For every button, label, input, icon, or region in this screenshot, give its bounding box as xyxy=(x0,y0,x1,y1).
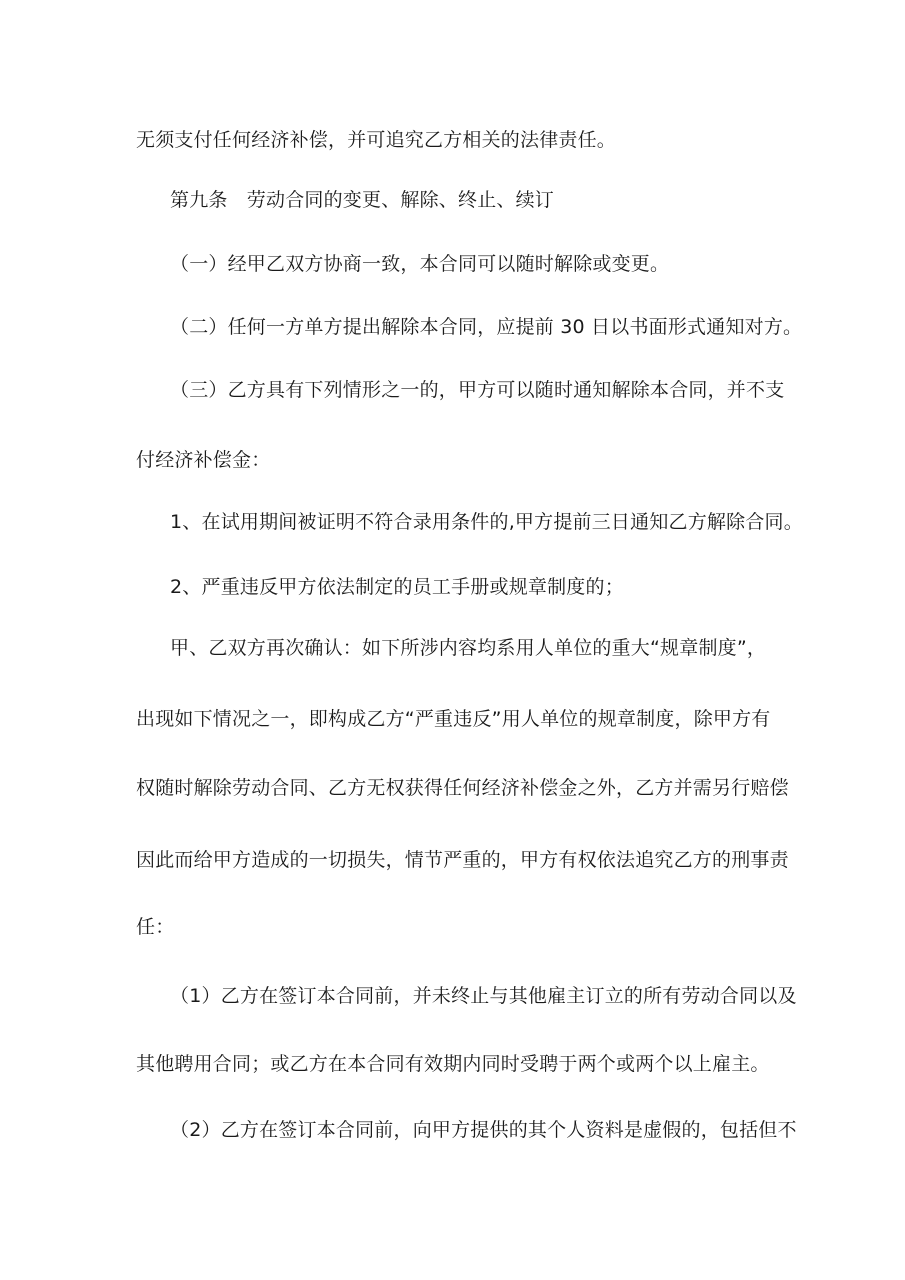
article-9-heading: 第九条 劳动合同的变更、解除、终止、续订 xyxy=(170,189,555,211)
clause-2: （二）任何一方单方提出解除本合同，应提前 30 日以书面形式通知对方。 xyxy=(170,316,803,338)
confirmation-paragraph-line-1: 甲、乙双方再次确认：如下所涉内容均系用人单位的重大“规章制度”， xyxy=(170,637,767,659)
sub-item-1-line-1: （1）乙方在签订本合同前，并未终止与其他雇主订立的所有劳动合同以及 xyxy=(170,985,797,1007)
confirmation-paragraph-line-5: 任： xyxy=(136,916,175,938)
sub-item-1-line-2: 其他聘用合同；或乙方在本合同有效期内同时受聘于两个或两个以上雇主。 xyxy=(136,1053,770,1075)
text-line-1: 无须支付任何经济补偿，并可追究乙方相关的法律责任。 xyxy=(136,129,617,151)
clause-1: （一）经甲乙双方协商一致，本合同可以随时解除或变更。 xyxy=(170,253,670,275)
confirmation-paragraph-line-3: 权随时解除劳动合同、乙方无权获得任何经济补偿金之外，乙方并需另行赔偿 xyxy=(136,777,789,799)
sub-item-2-line-1: （2）乙方在签订本合同前，向甲方提供的其个人资料是虚假的，包括但不 xyxy=(170,1119,797,1141)
clause-3: （三）乙方具有下列情形之一的，甲方可以随时通知解除本合同，并不支 xyxy=(170,379,785,401)
item-2: 2、严重违反甲方依法制定的员工手册或规章制度的； xyxy=(170,576,624,598)
confirmation-paragraph-line-2: 出现如下情况之一，即构成乙方“严重违反”用人单位的规章制度，除甲方有 xyxy=(136,708,771,730)
clause-3-continuation: 付经济补偿金： xyxy=(136,449,271,471)
confirmation-paragraph-line-4: 因此而给甲方造成的一切损失，情节严重的，甲方有权依法追究乙方的刑事责 xyxy=(136,849,789,871)
item-1: 1、在试用期间被证明不符合录用条件的,甲方提前三日通知乙方解除合同。 xyxy=(170,511,803,533)
